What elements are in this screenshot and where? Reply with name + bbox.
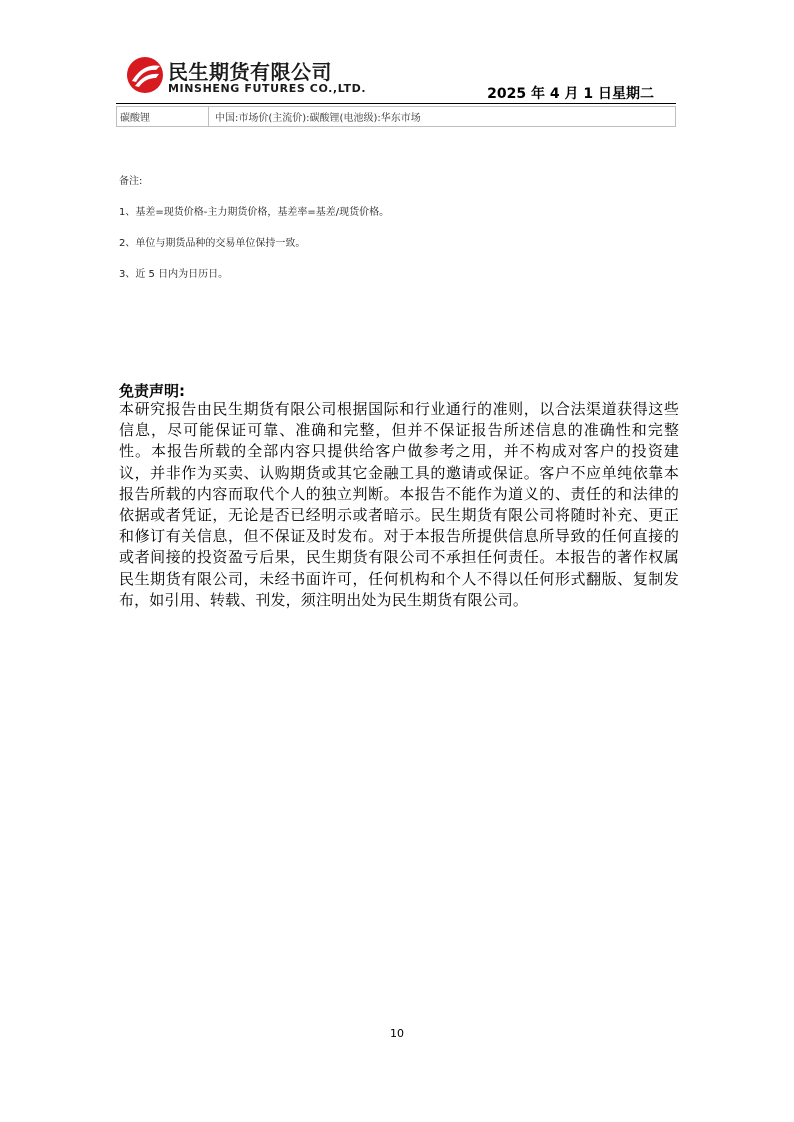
minsheng-logo-icon <box>126 56 164 94</box>
notes-section <box>119 176 389 300</box>
company-name-cn: 民生期货有限公司 <box>168 60 332 84</box>
report-date: 2025 年 4 月 1 日星期二 <box>487 86 654 102</box>
note-item: 3、近 5 日内为日历日。 <box>119 269 229 280</box>
note-item: 2、单位与期货品种的交易单位保持一致。 <box>119 238 306 249</box>
header-divider <box>116 103 676 104</box>
disclaimer-body: 本研究报告由民生期货有限公司根据国际和行业通行的准则，以合法渠道获得这些信息，尽可能保证可靠、准确和完整，但并不保证报告所述信息的准确性和完整性。本报告所载的全部内容只提供给客户做参考之用，并不构成对客户的投资建议，并非作为买卖、认购期货或其它金融工具的邀请或保证。客户不应单纯依靠本报告所载的内容而取代个人的独立判断。本报告不能作为道义的、责任的和法律的依据或者凭证，无论是否已经明示或者暗示。民生期货有限公司将随时补充、更正和修订有关信息，但不保证及时发布。对于本报告所提供信息所导致的任何直接的或者间接的投资盈亏后果，民生期货有限公司不承担任何责任。本报告的著作权属民生期货有限公司，未经书面许可，任何机构和个人不得以任何形式翻版、复制发布，如引用、转载、刊发，须注明出处为民生期货有限公司。 <box>119 400 679 609</box>
note-item: 1、基差=现货价格-主力期货价格，基差率=基差/现货价格。 <box>119 207 390 218</box>
notes-title: 备注: <box>119 176 143 187</box>
disclaimer-title: 免责声明: <box>119 382 185 400</box>
data-source-table <box>116 106 676 127</box>
company-name-en: MINSHENG FUTURES CO.,LTD. <box>168 82 367 95</box>
table-cell-source: 中国:市场价(主流价):碳酸锂(电池级):华东市场 <box>215 113 421 124</box>
page-number: 10 <box>390 1027 404 1040</box>
company-logo <box>126 56 366 100</box>
table-cell-name: 碳酸锂 <box>117 107 209 126</box>
